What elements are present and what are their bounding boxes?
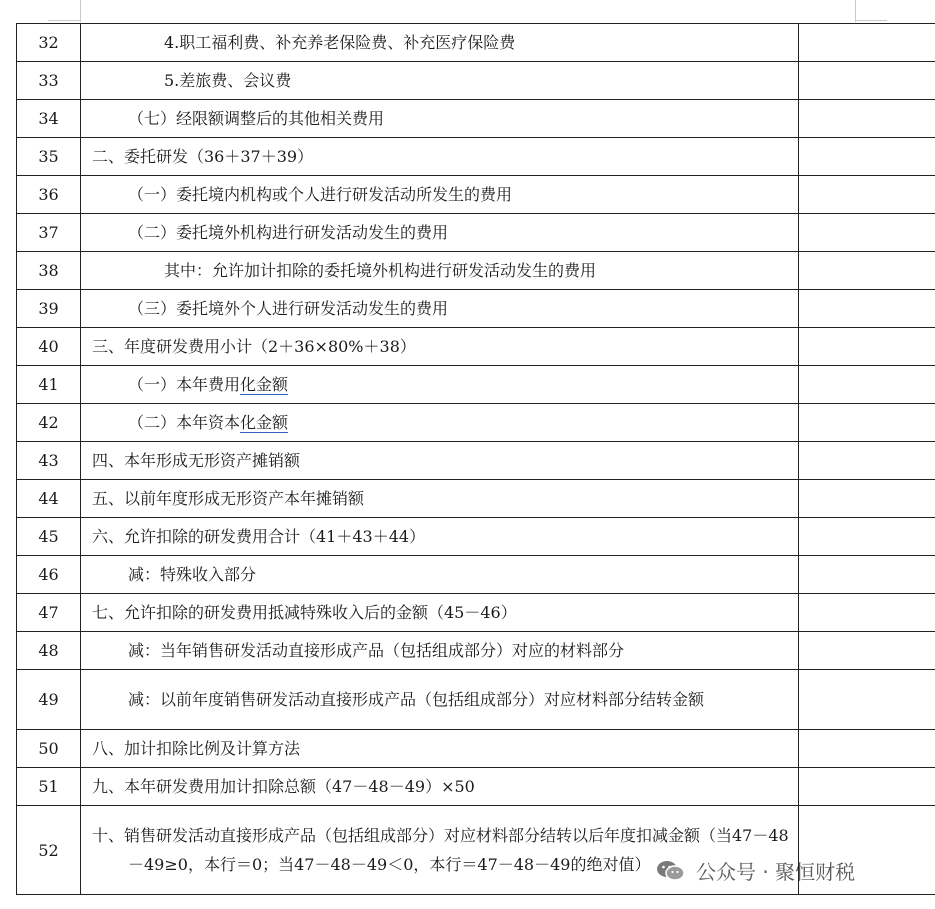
- row-number: 48: [17, 632, 81, 670]
- underlined-text: 化金额: [240, 413, 289, 432]
- row-number: 35: [17, 138, 81, 176]
- row-number: 33: [17, 62, 81, 100]
- row-item: （七）经限额调整后的其他相关费用: [81, 100, 799, 138]
- row-item: 减：特殊收入部分: [81, 556, 799, 594]
- row-value-cell[interactable]: [799, 404, 935, 442]
- row-value-cell[interactable]: [799, 518, 935, 556]
- row-item: 五、以前年度形成无形资产本年摊销额: [81, 480, 799, 518]
- table-row: [17, 24, 935, 62]
- row-value-cell[interactable]: [799, 138, 935, 176]
- row-value-cell[interactable]: [799, 632, 935, 670]
- row-value-cell[interactable]: [799, 100, 935, 138]
- row-number: 39: [17, 290, 81, 328]
- table-row: [17, 176, 935, 214]
- row-value-cell[interactable]: [799, 480, 935, 518]
- table-row: [17, 768, 935, 806]
- table-row: [17, 328, 935, 366]
- row-item: 5.差旅费、会议费: [81, 62, 799, 100]
- row-number: 32: [17, 24, 81, 62]
- corner-mark-left: [80, 0, 81, 22]
- row-number: 46: [17, 556, 81, 594]
- row-value-cell[interactable]: [799, 62, 935, 100]
- row-item: 四、本年形成无形资产摊销额: [81, 442, 799, 480]
- row-item: 二、委托研发（36＋37＋39）: [81, 138, 799, 176]
- corner-tick-right: [855, 20, 887, 21]
- row-value-cell[interactable]: [799, 24, 935, 62]
- row-item: [81, 404, 799, 442]
- row-number: 40: [17, 328, 81, 366]
- row-value-cell[interactable]: [799, 730, 935, 768]
- row-value-cell[interactable]: [799, 290, 935, 328]
- row-value-cell[interactable]: [799, 252, 935, 290]
- row-item: 三、年度研发费用小计（2＋36×80%＋38）: [81, 328, 799, 366]
- row-item: 七、允许扣除的研发费用抵减特殊收入后的金额（45－46）: [81, 594, 799, 632]
- table-row: [17, 404, 935, 442]
- row-item: 十、销售研发活动直接形成产品（包括组成部分）对应材料部分结转以后年度扣减金额（当47－48－49≥0，本行＝0；当47－48－49＜0，本行＝47－48－49的绝对值）: [81, 806, 799, 895]
- row-value-cell[interactable]: [799, 442, 935, 480]
- table-row: [17, 138, 935, 176]
- table-row: [17, 252, 935, 290]
- row-item: （三）委托境外个人进行研发活动发生的费用: [81, 290, 799, 328]
- row-number: 38: [17, 252, 81, 290]
- table-row: [17, 632, 935, 670]
- row-item: 减：当年销售研发活动直接形成产品（包括组成部分）对应的材料部分: [81, 632, 799, 670]
- rd-expense-table: [16, 23, 935, 895]
- row-number: 43: [17, 442, 81, 480]
- table-row: [17, 442, 935, 480]
- wechat-icon: [656, 859, 686, 883]
- row-item: 八、加计扣除比例及计算方法: [81, 730, 799, 768]
- row-item-text: （二）本年资本: [128, 413, 241, 432]
- underlined-text: 化金额: [240, 375, 289, 394]
- row-value-cell[interactable]: [799, 768, 935, 806]
- row-value-cell[interactable]: [799, 214, 935, 252]
- watermark-text: 公众号 · 聚恒财税: [696, 860, 856, 884]
- row-value-cell[interactable]: [799, 670, 935, 730]
- row-item: 4.职工福利费、补充养老保险费、补充医疗保险费: [81, 24, 799, 62]
- table-row: [17, 594, 935, 632]
- row-number: 51: [17, 768, 81, 806]
- row-number: 37: [17, 214, 81, 252]
- row-number: 36: [17, 176, 81, 214]
- row-item: 六、允许扣除的研发费用合计（41＋43＋44）: [81, 518, 799, 556]
- table-row: [17, 100, 935, 138]
- corner-tick-left: [48, 20, 80, 21]
- table-row: [17, 670, 935, 730]
- table-row: [17, 480, 935, 518]
- corner-mark-right: [855, 0, 856, 22]
- row-value-cell[interactable]: [799, 176, 935, 214]
- row-item: 九、本年研发费用加计扣除总额（47－48－49）×50: [81, 768, 799, 806]
- row-value-cell[interactable]: [799, 594, 935, 632]
- row-number: 34: [17, 100, 81, 138]
- row-number: 47: [17, 594, 81, 632]
- table-row: [17, 730, 935, 768]
- row-item-text: （一）本年费用: [128, 375, 241, 394]
- row-number: 52: [17, 806, 81, 895]
- table-row: [17, 366, 935, 404]
- table-row: [17, 518, 935, 556]
- row-value-cell[interactable]: [799, 366, 935, 404]
- row-number: 41: [17, 366, 81, 404]
- row-value-cell[interactable]: [799, 328, 935, 366]
- table-row: [17, 214, 935, 252]
- row-number: 44: [17, 480, 81, 518]
- row-value-cell[interactable]: [799, 556, 935, 594]
- watermark: [656, 856, 855, 885]
- row-item: （二）委托境外机构进行研发活动发生的费用: [81, 214, 799, 252]
- table-row: [17, 290, 935, 328]
- table-row: [17, 556, 935, 594]
- row-number: 50: [17, 730, 81, 768]
- table-row: [17, 62, 935, 100]
- row-number: 45: [17, 518, 81, 556]
- row-item: （一）委托境内机构或个人进行研发活动所发生的费用: [81, 176, 799, 214]
- row-item: 其中：允许加计扣除的委托境外机构进行研发活动发生的费用: [81, 252, 799, 290]
- row-item: [81, 366, 799, 404]
- row-item: 减：以前年度销售研发活动直接形成产品（包括组成部分）对应材料部分结转金额: [81, 670, 799, 730]
- row-number: 42: [17, 404, 81, 442]
- row-number: 49: [17, 670, 81, 730]
